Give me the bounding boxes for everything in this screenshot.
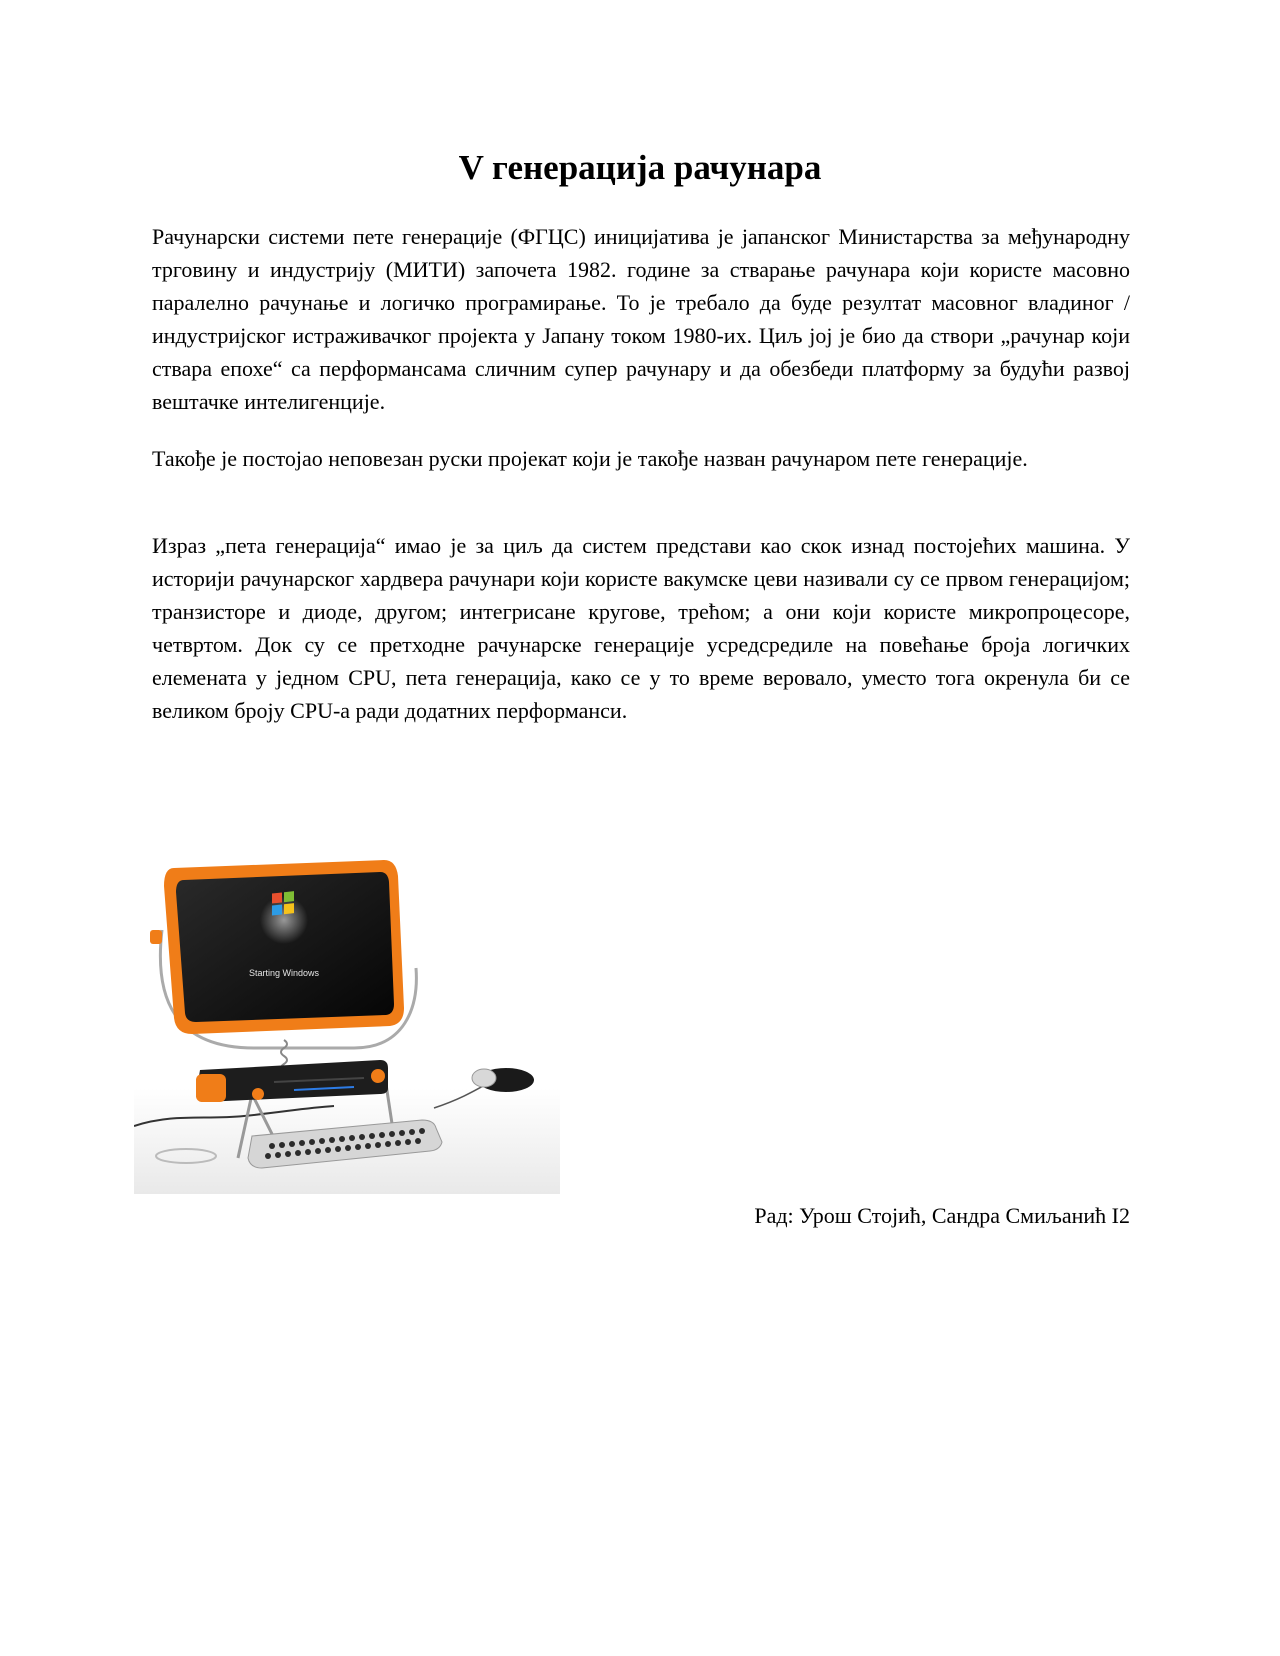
screen-caption: Starting Windows [248, 968, 320, 978]
paragraph-intro: Рачунарски системи пете генерације (ФГЦС) иницијатива је јапанског Министарства за међународну трговину и индустрију (МИТИ) започета 1982. године за стварање рачунара који користе масовно паралелно рачунање и логичко програмирање. То је требало да буде резултат масовног владиног / индустријског истраживачког пројекта у Јапану током 1980-их. Циљ јој је био да створи „рачунар који ствара епохе“ са перформансама сличним супер рачунару и да обезбеди платформу за будући развој вештачке интелигенције. [152, 224, 1130, 414]
author-signature: Рад: Урош Стојић, Сандра Смиљанић I2 [754, 1203, 1130, 1228]
page-title: V генерација рачунара [458, 148, 822, 187]
computer-illustration [134, 858, 560, 1194]
paragraph-fifth-generation-term: Израз „пета генерација“ имао је за циљ да систем представи као скок изнад постојећих машина. У историји рачунарског хардвера рачунари који користе вакумске цеви називали су се првом генерацијом; транзисторе и диоде, другом; интегрисане кругове, трећом; а они који користе микропроцесоре, четвртом. Док су се претходне рачунарске генерације усредсредиле на повећање броја логичких елемената у једном CPU, пета генерација, како се у то време веровало, уместо тога окренула би се великом броју CPU-а ради додатних перформанси. [152, 533, 1130, 723]
paragraph-russian-project: Такође је постојао неповезан руски пројекат који је такође назван рачунаром пете генерације. [152, 446, 1028, 471]
retro-computer-image [134, 858, 560, 1194]
